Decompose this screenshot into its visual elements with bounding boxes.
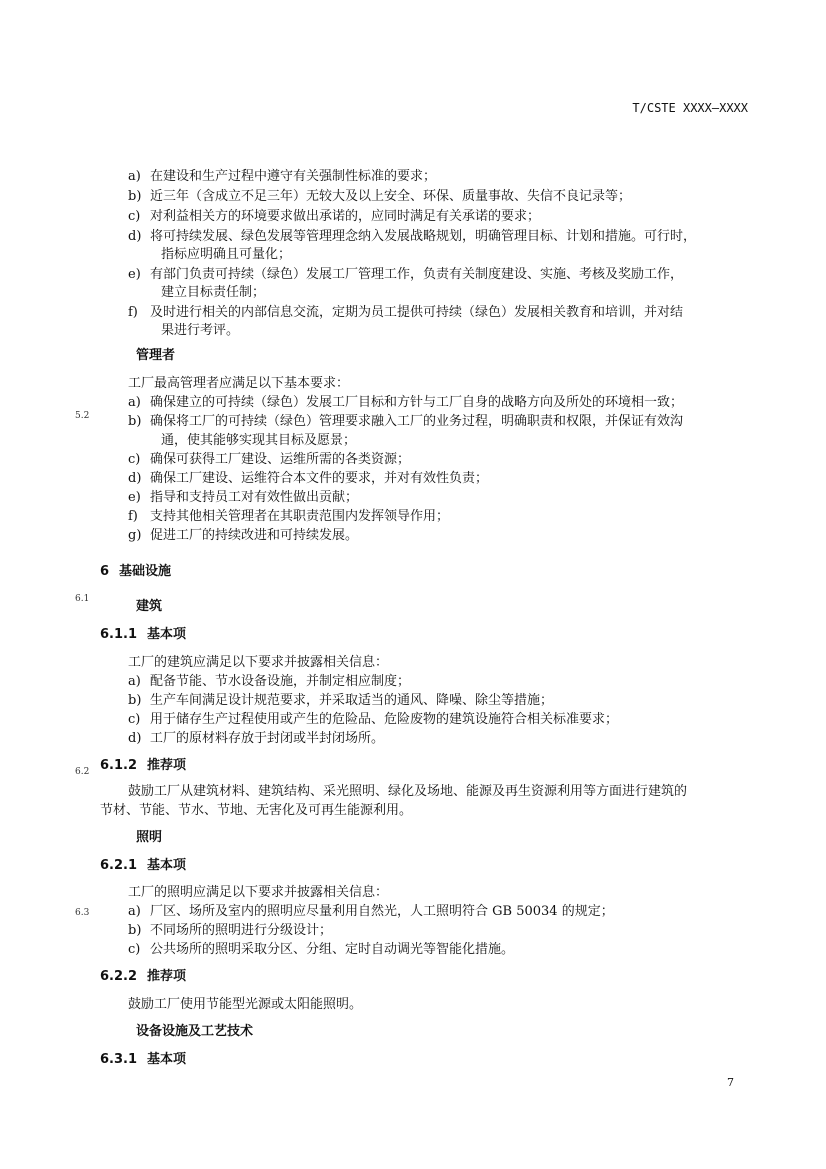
subsection-heading-6-2-1: 6.2.1 基本项 bbox=[100, 858, 187, 873]
list-item: d) 将可持续发展、绿色发展等管理理念纳入发展战略规划，明确管理目标、计划和措施。可行时， bbox=[128, 229, 697, 244]
list-item: b) 不同场所的照明进行分级设计； bbox=[128, 923, 333, 938]
list-item: d) 工厂的原材料存放于封闭或半封闭场所。 bbox=[128, 731, 385, 746]
list-item: b) 生产车间满足设计规范要求，并采取适当的通风、降噪、除尘等措施； bbox=[128, 693, 554, 708]
section-intro-5-2: 工厂最高管理者应满足以下基本要求： bbox=[128, 376, 350, 391]
list-item: g) 促进工厂的持续改进和可持续发展。 bbox=[128, 528, 359, 543]
chapter-heading-6: 6 基础设施 bbox=[100, 564, 172, 579]
subsection-heading-6-3-1: 6.3.1 基本项 bbox=[100, 1052, 187, 1067]
list-item: e) 有部门负责可持续（绿色）发展工厂管理工作，负责有关制度建设、实施、考核及奖励工作， bbox=[128, 267, 684, 282]
list-item: b) 近三年（含成立不足三年）无较大及以上安全、环保、质量事故、失信不良记录等； bbox=[128, 189, 632, 204]
list-item: a) 配备节能、节水设备设施，并制定相应制度； bbox=[128, 674, 411, 689]
list-item-continuation: 通，使其能够实现其目标及愿景； bbox=[161, 433, 357, 448]
section-number-6-2: 6.2 bbox=[75, 767, 90, 777]
section-number-6-3: 6.3 bbox=[75, 908, 90, 918]
section-number-5-2: 5.2 bbox=[75, 411, 90, 421]
list-item: f) 支持其他相关管理者在其职责范围内发挥领导作用； bbox=[128, 509, 450, 524]
section-intro-6-1: 工厂的建筑应满足以下要求并披露相关信息： bbox=[128, 655, 389, 670]
subsection-heading-6-2-2: 6.2.2 推荐项 bbox=[100, 969, 187, 984]
list-item-continuation: 建立目标责任制； bbox=[161, 285, 266, 300]
section-title-6-2: 照明 bbox=[136, 830, 163, 845]
document-code: T/CSTE XXXX—XXXX bbox=[632, 101, 748, 115]
paragraph-line: 节材、节能、节水、节地、无害化及可再生能源利用。 bbox=[100, 803, 413, 818]
section-title-6-1: 建筑 bbox=[136, 599, 163, 614]
subsection-heading-6-1-2: 6.1.2 推荐项 bbox=[100, 758, 187, 773]
subsection-heading-6-1-1: 6.1.1 基本项 bbox=[100, 627, 187, 642]
paragraph-line: 鼓励工厂从建筑材料、建筑结构、采光照明、绿化及场地、能源及再生资源利用等方面进行建筑的 bbox=[128, 784, 688, 799]
list-item: a) 确保建立的可持续（绿色）发展工厂目标和方针与工厂自身的战略方向及所处的环境相一致； bbox=[128, 395, 684, 410]
list-item: e) 指导和支持员工对有效性做出贡献； bbox=[128, 490, 359, 505]
list-item: c) 用于储存生产过程使用或产生的危险品、危险废物的建筑设施符合相关标准要求； bbox=[128, 712, 619, 727]
list-item: d) 确保工厂建设、运维符合本文件的要求，并对有效性负责； bbox=[128, 471, 489, 486]
list-item: a) 在建设和生产过程中遵守有关强制性标准的要求； bbox=[128, 169, 437, 184]
list-item: a) 厂区、场所及室内的照明应尽量利用自然光，人工照明符合 GB 50034 的规定； bbox=[128, 904, 614, 919]
paragraph-line: 鼓励工厂使用节能型光源或太阳能照明。 bbox=[128, 997, 363, 1012]
list-item: f) 及时进行相关的内部信息交流，定期为员工提供可持续（绿色）发展相关教育和培训，并对结 bbox=[128, 305, 684, 320]
list-item: c) 确保可获得工厂建设、运维所需的各类资源； bbox=[128, 452, 411, 467]
section-title-5-2: 管理者 bbox=[136, 348, 176, 363]
section-intro-6-2: 工厂的照明应满足以下要求并披露相关信息： bbox=[128, 885, 389, 900]
list-item-continuation: 果进行考评。 bbox=[161, 323, 240, 338]
section-number-6-1: 6.1 bbox=[75, 594, 90, 604]
list-item: c) 公共场所的照明采取分区、分组、定时自动调光等智能化措施。 bbox=[128, 942, 515, 957]
page-number: 7 bbox=[727, 1076, 734, 1089]
list-item: b) 确保将工厂的可持续（绿色）管理要求融入工厂的业务过程，明确职责和权限，并保证有效沟 bbox=[128, 414, 684, 429]
section-title-6-3: 设备设施及工艺技术 bbox=[136, 1024, 254, 1039]
list-item: c) 对利益相关方的环境要求做出承诺的，应同时满足有关承诺的要求； bbox=[128, 209, 541, 224]
list-item-continuation: 指标应明确且可量化； bbox=[161, 247, 292, 262]
